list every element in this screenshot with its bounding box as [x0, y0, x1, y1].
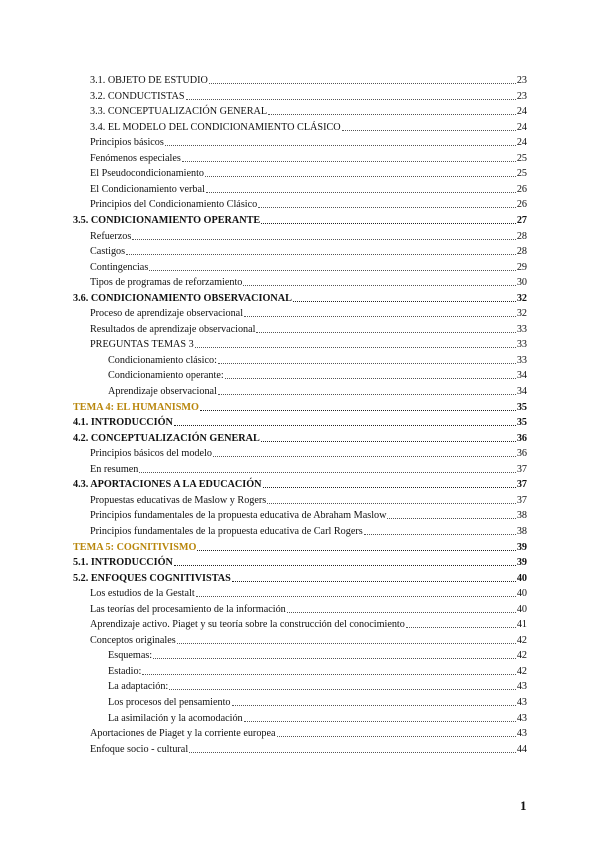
- toc-entry-page: 23: [516, 75, 527, 86]
- toc-entry-page: 24: [516, 137, 527, 149]
- toc-entry-page: 43: [516, 697, 527, 708]
- toc-entry-title: 3.6. CONDICIONAMIENTO OBSERVACIONAL: [73, 292, 292, 304]
- dot-leader: [406, 627, 516, 628]
- toc-entry-title: Castigos: [90, 246, 126, 258]
- toc-entry[interactable]: [90, 151, 527, 165]
- toc-entry-page: 37: [516, 494, 527, 506]
- toc-entry[interactable]: [90, 742, 527, 756]
- toc-entry-title: 3.1. OBJETO DE ESTUDIO: [90, 75, 208, 86]
- toc-entry-title: 5.1. INTRODUCCIÓN: [73, 557, 173, 569]
- toc-entry-page: 40: [516, 572, 527, 584]
- toc-entry[interactable]: [90, 182, 527, 196]
- toc-entry-page: 30: [516, 277, 527, 289]
- dot-leader: [149, 270, 516, 271]
- toc-entry-page: 36: [516, 448, 527, 460]
- dot-leader: [267, 503, 516, 504]
- toc-entry-page: 43: [516, 681, 527, 693]
- toc-entry-page: 28: [516, 230, 527, 242]
- toc-entry-title: Principios básicos del modelo: [90, 448, 212, 460]
- toc-entry[interactable]: [90, 446, 527, 460]
- dot-leader: [153, 658, 516, 659]
- toc-section-entry[interactable]: [73, 555, 527, 569]
- dot-leader: [132, 239, 516, 240]
- toc-entry[interactable]: [90, 120, 527, 134]
- toc-entry-title: PREGUNTAS TEMAS 3: [90, 339, 194, 351]
- toc-entry-title: Condicionamiento operante:: [108, 370, 224, 382]
- toc-entry-title: Las teorías del procesamiento de la información: [90, 603, 286, 615]
- dot-leader: [139, 472, 515, 473]
- dot-leader: [293, 301, 516, 302]
- dot-leader: [225, 378, 516, 379]
- toc-entry-page: 25: [516, 152, 527, 164]
- toc-entry-page: 35: [516, 417, 527, 429]
- toc-entry-title: 4.1. INTRODUCCIÓN: [73, 417, 173, 429]
- toc-entry-title: Los procesos del pensamiento: [108, 697, 231, 708]
- toc-entry-title: TEMA 5: COGNITIVISMO: [73, 541, 197, 553]
- toc-entry-title: Enfoque socio - cultural: [90, 743, 189, 755]
- toc-entry-title: Aportaciones de Piaget y la corriente europea: [90, 728, 276, 740]
- dot-leader: [261, 223, 516, 224]
- toc-entry-title: Tipos de programas de reforzamiento: [90, 277, 243, 289]
- toc-entry-page: 44: [516, 743, 527, 755]
- toc-entry-title: 3.5. CONDICIONAMIENTO OPERANTE: [73, 214, 261, 226]
- dot-leader: [213, 456, 516, 457]
- toc-entry-page: 25: [516, 168, 527, 180]
- dot-leader: [218, 394, 516, 395]
- toc-entry-title: Fenómenos especiales: [90, 152, 181, 164]
- page-number: 1: [520, 798, 527, 813]
- toc-entry[interactable]: [90, 275, 527, 289]
- dot-leader: [200, 410, 516, 411]
- toc-entry[interactable]: [90, 493, 527, 507]
- dot-leader: [197, 550, 515, 551]
- toc-entry-page: 36: [516, 432, 527, 444]
- toc-entry[interactable]: [108, 695, 527, 709]
- dot-leader: [232, 705, 516, 706]
- toc-entry[interactable]: [90, 135, 527, 149]
- toc-entry-title: El Condicionamiento verbal: [90, 183, 205, 195]
- dot-leader: [342, 130, 516, 131]
- toc-entry[interactable]: [90, 166, 527, 180]
- toc-entry-page: 38: [516, 510, 527, 522]
- toc-entry-page: 38: [516, 525, 527, 537]
- toc-entry-page: 27: [516, 214, 527, 226]
- toc-entry-title: 3.4. EL MODELO DEL CONDICIONAMIENTO CLÁSICO: [90, 121, 341, 133]
- toc-entry-title: 3.2. CONDUCTISTAS: [90, 90, 185, 102]
- dot-leader: [277, 736, 516, 737]
- toc-entry-page: 43: [516, 712, 527, 724]
- toc-entry-page: 32: [516, 292, 527, 304]
- toc-entry[interactable]: [90, 337, 527, 351]
- toc-entry[interactable]: [108, 679, 527, 693]
- dot-leader: [209, 83, 516, 84]
- dot-leader: [189, 752, 516, 753]
- toc-chapter-entry[interactable]: [73, 540, 527, 554]
- dot-leader: [256, 332, 515, 333]
- toc-entry-page: 39: [516, 541, 527, 553]
- toc-entry-title: Proceso de aprendizaje observacional: [90, 308, 244, 320]
- toc-entry-title: 4.3. APORTACIONES A LA EDUCACIÓN: [73, 479, 262, 491]
- toc-entry[interactable]: [108, 664, 527, 678]
- toc-entry-page: 40: [516, 588, 527, 600]
- toc-entry[interactable]: [90, 260, 527, 274]
- toc-section-entry[interactable]: [73, 477, 527, 491]
- toc-entry-page: 26: [516, 183, 527, 195]
- dot-leader: [205, 176, 516, 177]
- toc-entry-page: 24: [516, 121, 527, 133]
- toc-entry-page: 42: [516, 665, 527, 677]
- toc-section-entry[interactable]: [73, 415, 527, 429]
- dot-leader: [258, 207, 516, 208]
- toc-entry-page: 28: [516, 246, 527, 258]
- toc-entry-title: Principios del Condicionamiento Clásico: [90, 199, 258, 211]
- toc-entry-title: La adaptación:: [108, 681, 169, 693]
- dot-leader: [244, 721, 516, 722]
- toc-entry[interactable]: [90, 89, 527, 103]
- toc-entry[interactable]: [90, 306, 527, 320]
- dot-leader: [218, 363, 516, 364]
- toc-entry-title: Aprendizaje observacional: [108, 386, 217, 397]
- toc-entry[interactable]: [90, 104, 527, 118]
- toc-entry-title: Refuerzos: [90, 230, 132, 242]
- dot-leader: [186, 99, 516, 100]
- toc-entry-title: Principios fundamentales de la propuesta educativa de Abraham Maslow: [90, 510, 387, 522]
- dot-leader: [177, 643, 516, 644]
- toc-entry-title: Conceptos originales: [90, 634, 176, 646]
- toc-entry-title: 5.2. ENFOQUES COGNITIVISTAS: [73, 572, 231, 584]
- dot-leader: [244, 316, 516, 317]
- dot-leader: [232, 581, 516, 582]
- toc-entry[interactable]: [90, 73, 527, 87]
- dot-leader: [206, 192, 516, 193]
- dot-leader: [268, 114, 516, 115]
- toc-entry-page: 43: [516, 728, 527, 740]
- toc-entry-page: 37: [516, 479, 527, 491]
- toc-entry-title: Condicionamiento clásico:: [108, 354, 217, 366]
- dot-leader: [196, 596, 516, 597]
- toc-entry-title: El Pseudocondicionamiento: [90, 168, 205, 180]
- toc-entry-title: 4.2. CONCEPTUALIZACIÓN GENERAL: [73, 432, 260, 444]
- toc-entry-title: Contingencias: [90, 261, 149, 273]
- dot-leader: [142, 674, 515, 675]
- toc-entry-title: Aprendizaje activo. Piaget y su teoría sobre la construcción del conocimiento: [90, 619, 405, 631]
- toc-entry[interactable]: [108, 711, 527, 725]
- dot-leader: [126, 254, 516, 255]
- toc-entry-page: 34: [516, 386, 527, 397]
- dot-leader: [387, 518, 515, 519]
- toc-entry[interactable]: [108, 368, 527, 382]
- dot-leader: [263, 487, 516, 488]
- dot-leader: [364, 534, 516, 535]
- toc-entry-page: 42: [516, 634, 527, 646]
- toc-entry-page: 33: [516, 354, 527, 366]
- toc-entry[interactable]: [108, 353, 527, 367]
- toc-entry-title: Principios básicos: [90, 137, 164, 149]
- toc-entry-title: Los estudios de la Gestalt: [90, 588, 195, 600]
- toc-entry-title: Esquemas:: [108, 650, 153, 662]
- toc-entry[interactable]: [90, 524, 527, 538]
- dot-leader: [174, 565, 516, 566]
- toc-entry[interactable]: [90, 197, 527, 211]
- toc-entry[interactable]: [90, 322, 527, 336]
- toc-entry-page: 33: [516, 339, 527, 351]
- toc-entry[interactable]: [90, 586, 527, 600]
- toc-entry-page: 40: [516, 603, 527, 615]
- dot-leader: [287, 612, 516, 613]
- dot-leader: [261, 441, 516, 442]
- toc-entry-title: TEMA 4: EL HUMANISMO: [73, 401, 199, 413]
- toc-entry[interactable]: [108, 384, 527, 398]
- toc-entry-page: 24: [516, 106, 527, 118]
- toc-chapter-entry[interactable]: [73, 400, 527, 414]
- toc-entry[interactable]: [90, 602, 527, 616]
- toc-entry-page: 41: [516, 619, 527, 631]
- toc-entry-page: 32: [516, 308, 527, 320]
- dot-leader: [174, 425, 516, 426]
- toc-entry-page: 34: [516, 370, 527, 382]
- toc-section-entry[interactable]: [73, 571, 527, 585]
- toc-entry-page: 26: [516, 199, 527, 211]
- toc-entry[interactable]: [90, 229, 527, 243]
- toc-section-entry[interactable]: [73, 291, 527, 305]
- toc-entry-title: La asimilación y la acomodación: [108, 712, 243, 724]
- toc-entry-title: 3.3. CONCEPTUALIZACIÓN GENERAL: [90, 106, 268, 118]
- toc-entry-title: Estadio:: [108, 665, 142, 677]
- dot-leader: [169, 689, 516, 690]
- toc-entry[interactable]: [90, 508, 527, 522]
- dot-leader: [243, 285, 515, 286]
- toc-entry-page: 39: [516, 557, 527, 569]
- dot-leader: [182, 161, 516, 162]
- toc-entry-page: 33: [516, 323, 527, 335]
- toc-entry-title: Principios fundamentales de la propuesta educativa de Carl Rogers: [90, 525, 363, 537]
- toc-entry-page: 35: [516, 401, 527, 413]
- toc-entry-title: En resumen: [90, 463, 139, 475]
- dot-leader: [165, 145, 516, 146]
- toc-entry-page: 29: [516, 261, 527, 273]
- toc-entry-page: 42: [516, 650, 527, 662]
- toc-entry[interactable]: [108, 648, 527, 662]
- toc-section-entry[interactable]: [73, 213, 527, 227]
- toc-entry-page: 37: [516, 463, 527, 475]
- toc-entry[interactable]: [90, 617, 527, 631]
- toc-entry-title: Resultados de aprendizaje observacional: [90, 323, 256, 335]
- toc-entry-page: 23: [516, 90, 527, 102]
- toc-entry-title: Propuestas educativas de Maslow y Rogers: [90, 494, 267, 506]
- toc-entry[interactable]: [90, 462, 527, 476]
- toc-entry[interactable]: [90, 633, 527, 647]
- dot-leader: [195, 347, 516, 348]
- toc-section-entry[interactable]: [73, 431, 527, 445]
- toc-entry[interactable]: [90, 244, 527, 258]
- toc-entry[interactable]: [90, 726, 527, 740]
